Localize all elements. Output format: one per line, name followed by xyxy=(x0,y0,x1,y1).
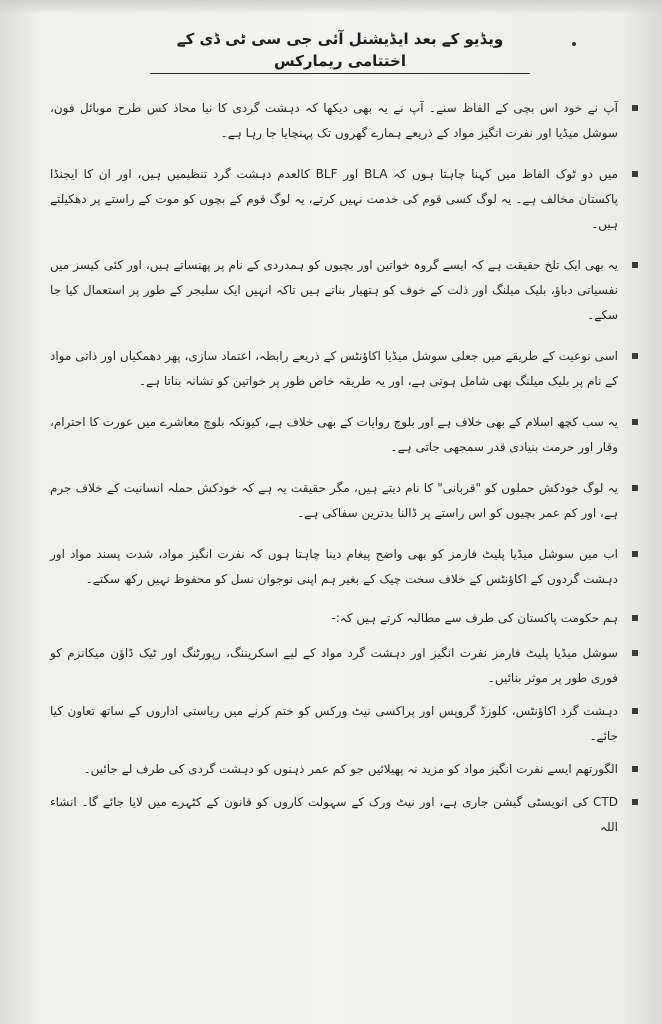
list-item-text: الگورتھم ایسے نفرت انگیز مواد کو مزید نہ پھیلائیں جو کم عمر ذہنوں کو دہشت گردی کی طرف لے جائیں۔ xyxy=(83,762,618,776)
list-item xyxy=(50,344,640,394)
square-bullet-icon xyxy=(632,799,638,805)
list-item-text: CTD کی انویسٹی گیشن جاری ہے، اور نیٹ ورک کے سہولت کاروں کو قانون کے کٹہرے میں لایا جائے گا۔ انشاء اللہ xyxy=(50,795,618,834)
square-bullet-icon xyxy=(632,650,638,656)
list-item xyxy=(50,253,640,328)
list-item xyxy=(50,476,640,526)
list-item xyxy=(50,162,640,237)
list-item-text: آپ نے خود اس بچی کے الفاظ سنے۔ آپ نے یہ بھی دیکھا کہ دہشت گردی کا نیا محاذ کس طرح موبائل فون، سوشل میڈیا اور نفرت انگیز مواد کے ذریعے ہمارے گھروں تک پہنچایا جا رہا ہے۔ xyxy=(50,101,618,140)
list-item-text: اسی نوعیت کے طریقے میں جعلی سوشل میڈیا اکاؤنٹس کے ذریعے رابطہ، اعتماد سازی، پھر دھمکیاں اور ذاتی مواد کے نام پر بلیک میلنگ بھی شامل ہوتی ہے، اور یہ طریقہ خاص طور پر خواتین کو نشانہ بناتا ہے۔ xyxy=(50,349,618,388)
list-item xyxy=(50,641,640,691)
scan-speck xyxy=(572,42,576,46)
list-item-text: ہم حکومت پاکستان کی طرف سے مطالبہ کرتے ہیں کہ:- xyxy=(331,611,618,625)
document-body xyxy=(50,96,640,840)
list-item-text: دہشت گرد اکاؤنٹس، کلوزڈ گروپس اور پراکسی نیٹ ورکس کو ختم کرنے میں ریاستی اداروں کے ساتھ تعاون کیا جائے۔ xyxy=(50,704,618,743)
square-bullet-icon xyxy=(632,419,638,425)
list-item-text: میں دو ٹوک الفاظ میں کہنا چاہتا ہوں کہ BLA اور BLF کالعدم دہشت گرد تنظیمیں ہیں، اور ان کا ایجنڈا پاکستان مخالف ہے۔ یہ لوگ کسی قوم کی خدمت نہیں کرتے، یہ لوگ قوم کے بچوں کو موت کے راستے پر دھکیلتے ہیں۔ xyxy=(50,167,618,231)
square-bullet-icon xyxy=(632,353,638,359)
scan-edge xyxy=(0,0,662,14)
square-bullet-icon xyxy=(632,708,638,714)
square-bullet-icon xyxy=(632,485,638,491)
square-bullet-icon xyxy=(632,615,638,621)
list-item-text: یہ لوگ خودکش حملوں کو "قربانی" کا نام دیتے ہیں، مگر حقیقت یہ ہے کہ خودکش حملہ انسانیت کے خلاف جرم ہے، اور کم عمر بچیوں کو اس راستے پر ڈالنا بدترین سفاکی ہے۔ xyxy=(50,481,618,520)
square-bullet-icon xyxy=(632,262,638,268)
list-item-text: یہ بھی ایک تلخ حقیقت ہے کہ ایسے گروہ خواتین اور بچیوں کو ہمدردی کے نام پر پھنساتے ہیں، اور کئی کیسز میں نفسیاتی دباؤ، بلیک میلنگ اور ذلت کے خوف کو ہتھیار بناتے ہیں تاکہ انہیں ایک سلیجر کے طور پر استعمال کیا جا سکے۔ xyxy=(50,258,618,322)
list-item xyxy=(50,757,640,782)
list-item xyxy=(50,790,640,840)
list-item-text: یہ سب کچھ اسلام کے بھی خلاف ہے اور بلوچ روایات کے بھی خلاف ہے، کیونکہ بلوچ معاشرے میں عورت کا احترام، وقار اور حرمت بنیادی قدر سمجھی جاتی ہے۔ xyxy=(49,415,618,454)
square-bullet-icon xyxy=(632,171,638,177)
list-item xyxy=(50,606,640,631)
list-item xyxy=(50,699,640,749)
list-item xyxy=(50,96,640,146)
square-bullet-icon xyxy=(632,105,638,111)
square-bullet-icon xyxy=(632,766,638,772)
list-item-text: سوشل میڈیا پلیٹ فارمز نفرت انگیز اور دہشت گرد مواد کے لیے اسکریننگ، رپورٹنگ اور ٹیک ڈاؤن میکانزم کو فوری طور پر موثر بنائیں۔ xyxy=(50,646,618,685)
document-heading: ویڈیو کے بعد ایڈیشنل آئی جی سی ٹی ڈی کے اختتامی ریمارکس xyxy=(150,28,530,74)
list-item xyxy=(50,410,640,460)
square-bullet-icon xyxy=(632,551,638,557)
list-item xyxy=(50,542,640,592)
list-item-text: اب میں سوشل میڈیا پلیٹ فارمز کو بھی واضح پیغام دینا چاہتا ہوں کہ نفرت انگیز مواد، شدت پسند مواد اور دہشت گردوں کے اکاؤنٹس کے خلاف سخت چیک کے بغیر ہم اپنی نوجوان نسل کو محفوظ نہیں رکھ سکتے۔ xyxy=(50,547,618,586)
